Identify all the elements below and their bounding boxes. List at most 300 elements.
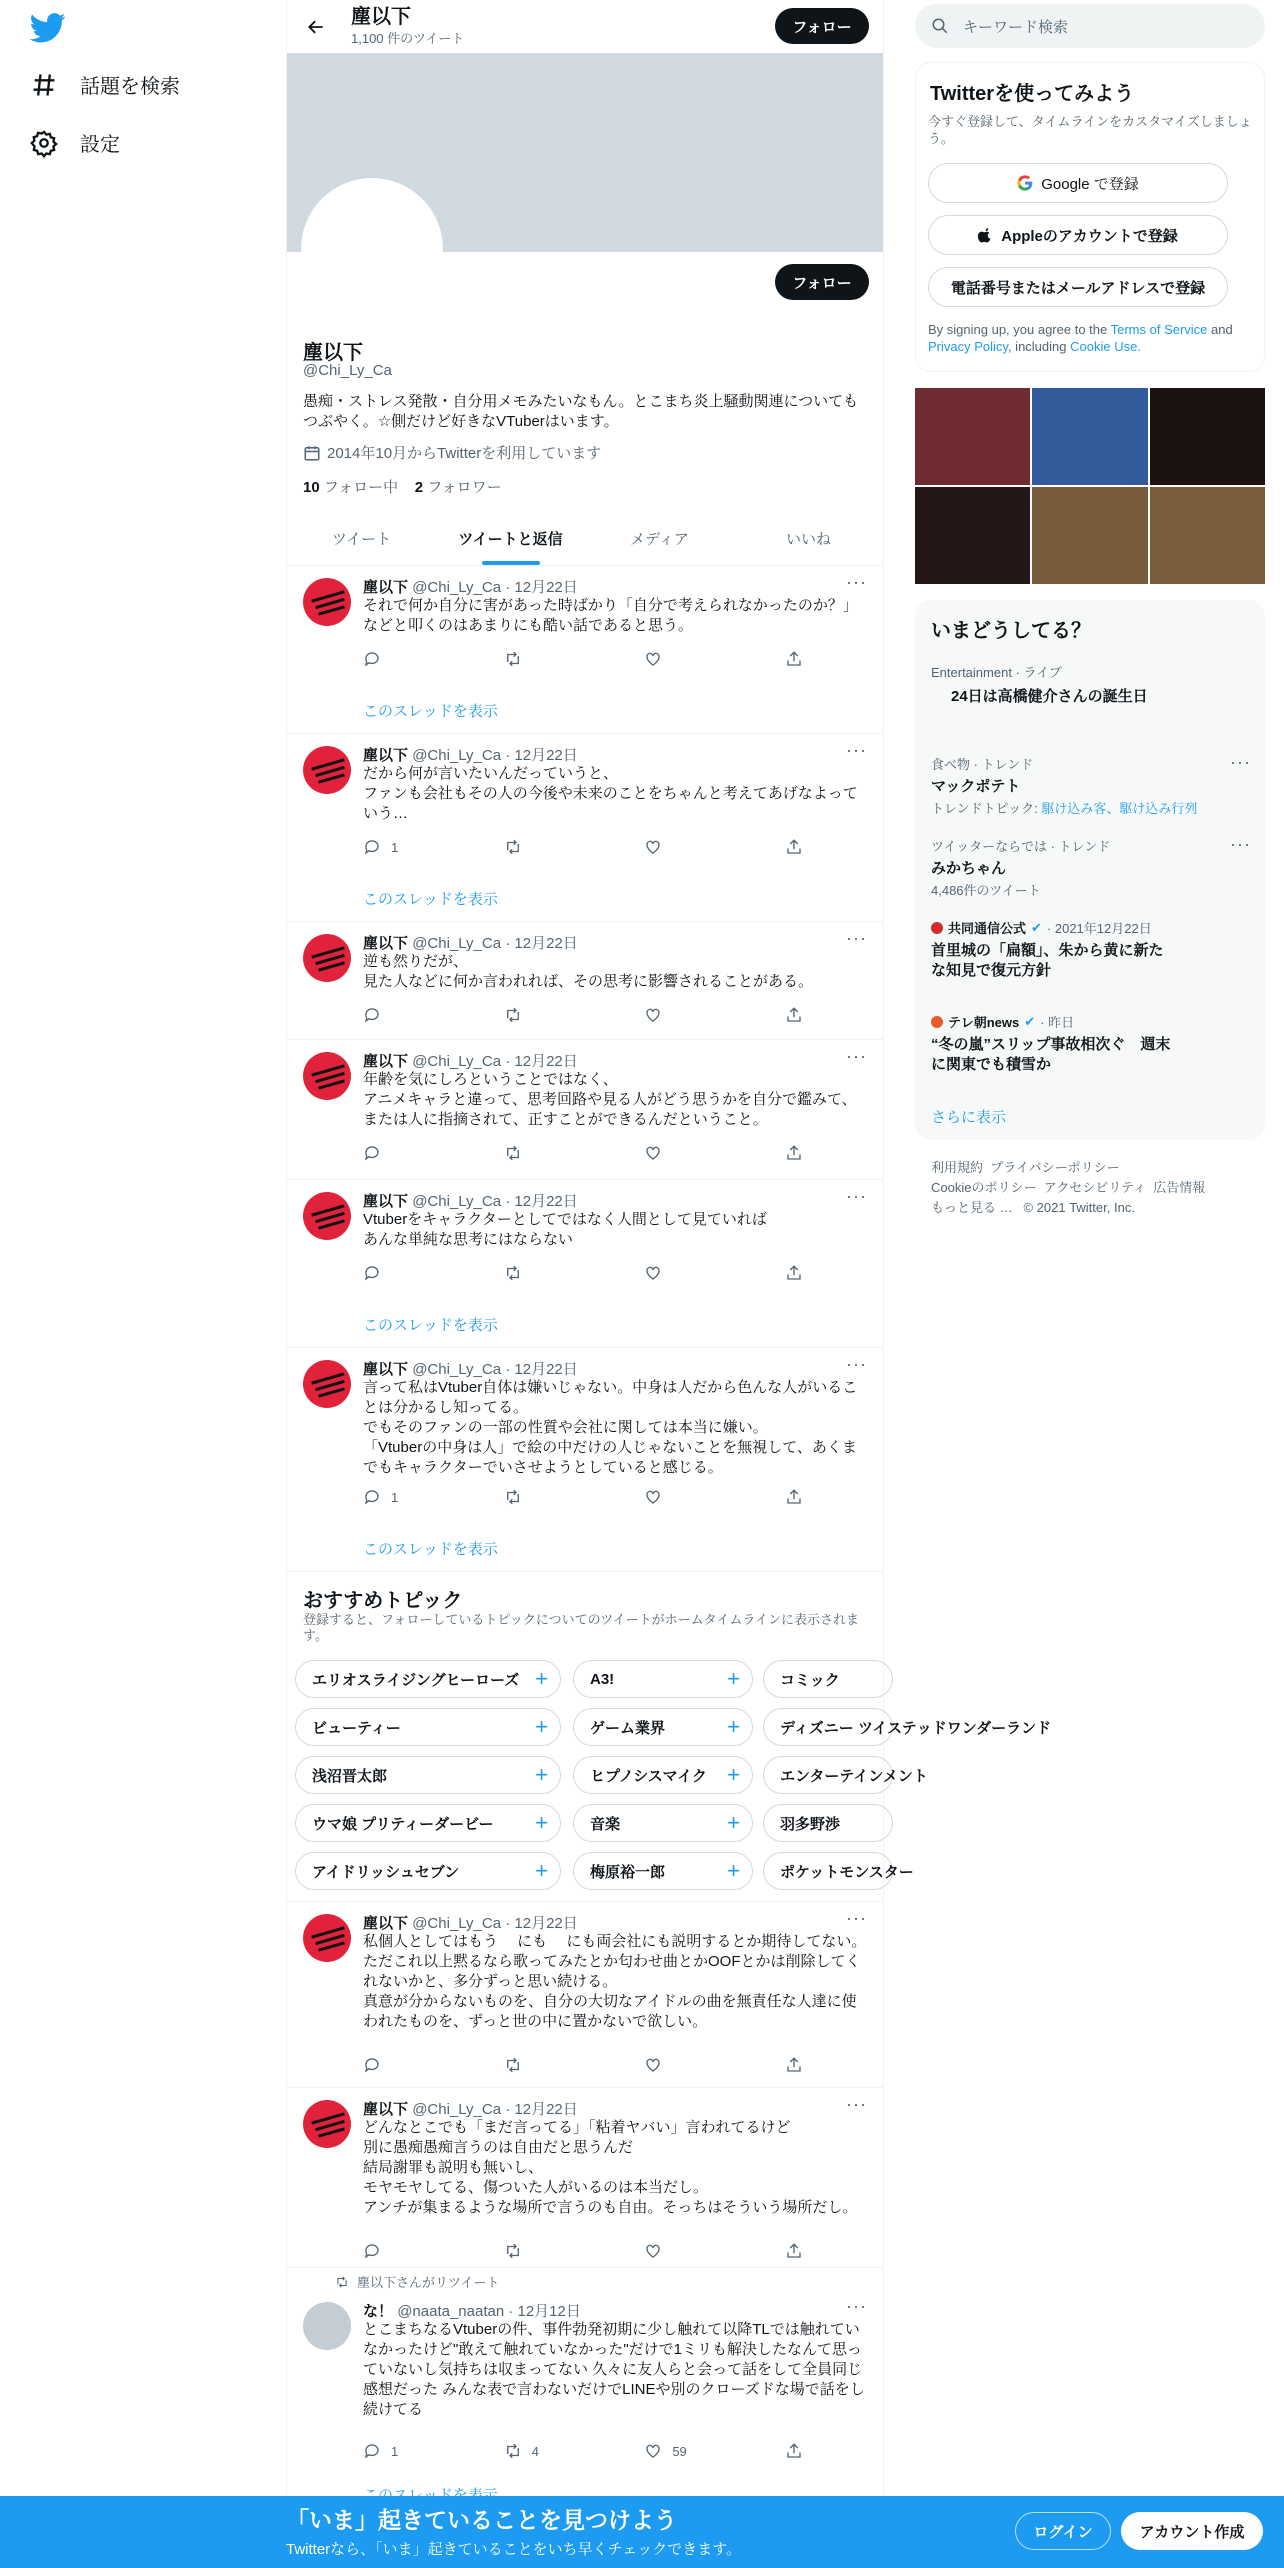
following-label: フォロー中 [323, 479, 399, 496]
reply-icon [363, 1264, 381, 1282]
tweet[interactable] [287, 2088, 883, 2268]
search-icon [931, 17, 949, 35]
reply-button[interactable] [363, 838, 423, 856]
bottom-subtitle: Twitterなら、「いま」起きていることをいち早くチェックできます。 [286, 2541, 742, 2558]
share-button[interactable] [785, 838, 803, 856]
tweet[interactable] [287, 566, 883, 734]
tweet[interactable] [287, 1902, 883, 2088]
plus-icon[interactable]: + [727, 1762, 740, 1787]
share-button[interactable] [785, 1006, 803, 1024]
trend-topic-label: トレンドトピック: [931, 801, 1042, 816]
tweet-actions [363, 2242, 803, 2260]
reply-icon [363, 1144, 381, 1162]
tweet-meta: @naata_naatan · 12月12日 [397, 2303, 581, 2320]
terms-and: and [1207, 322, 1233, 337]
trends-title: いまどうしてる？ [931, 620, 1091, 642]
signup-subtitle: 今すぐ登録して、タイムラインをカスタマイズしましょう。 [928, 114, 1252, 146]
news-source-logo [931, 922, 943, 934]
retweet-button[interactable] [504, 1264, 564, 1282]
topic-chip[interactable] [763, 1756, 928, 1794]
reply-count: 1 [391, 839, 399, 855]
nav-explore-label: 話題を検索 [80, 76, 180, 98]
share-button[interactable] [785, 2442, 803, 2460]
share-icon [785, 2242, 803, 2260]
tweet-meta: @Chi_Ly_Ca · 12月22日 [412, 1193, 578, 1210]
follow-stats [303, 476, 502, 497]
heart-icon [644, 2056, 662, 2074]
followers-label: フォロワー [427, 479, 502, 496]
retweet-button[interactable] [504, 2056, 564, 2074]
heart-icon [644, 1006, 662, 1024]
topic-chip-label: エリオスライジングヒーローズ [312, 1671, 520, 1689]
plus-icon[interactable]: + [727, 1810, 740, 1835]
media-thumb[interactable] [1150, 487, 1265, 584]
trend-name: マックポテト [931, 778, 1021, 795]
more-icon[interactable]: ··· [846, 740, 867, 760]
tweet-header [363, 2300, 581, 2321]
verified-icon: ✔ [1024, 1013, 1036, 1029]
tweet[interactable] [287, 1040, 883, 1180]
topic-recommendations [287, 1572, 1052, 1902]
plus-icon[interactable]: + [535, 1762, 548, 1787]
reply-count: 1 [391, 1489, 399, 1505]
share-icon [785, 1264, 803, 1282]
share-icon [785, 2442, 803, 2460]
heart-icon [644, 2442, 662, 2460]
tweet-author[interactable]: 塵以下 [363, 1915, 409, 1932]
trend-name: みかちゃん [931, 860, 1007, 877]
retweet-button[interactable] [504, 650, 564, 668]
reply-button[interactable] [363, 2442, 423, 2460]
more-icon[interactable]: ··· [846, 1186, 867, 1206]
tweet-text: それで何か自分に害があった時ばかり「自分で考えられなかったのか？」などと叩くのはあまりにも酷い話であると思う。 [363, 597, 858, 634]
topic-chip-label: コミック [780, 1671, 840, 1689]
reply-button[interactable] [363, 650, 423, 668]
tweet-actions [363, 2056, 803, 2074]
trend-category: ツイッターならでは · トレンド [931, 839, 1111, 854]
google-icon [1017, 175, 1033, 191]
tweet-author[interactable]: 塵以下 [363, 579, 409, 596]
tweet-header [363, 1050, 578, 1071]
retweet-icon [504, 650, 522, 668]
tweet[interactable] [287, 1180, 883, 1348]
topic-chip[interactable] [573, 1660, 753, 1698]
tweet-meta: @Chi_Ly_Ca · 12月22日 [412, 935, 578, 952]
signup-button[interactable]: アカウント作成 [1121, 2512, 1263, 2550]
show-more-link[interactable]: さらに表示 [931, 1109, 1007, 1126]
tweet-actions [363, 1488, 803, 1506]
header-tweet-count: 1,100 件のツイート [351, 31, 465, 46]
topic-chip-label: 音楽 [590, 1815, 621, 1833]
share-icon [785, 650, 803, 668]
heart-icon [644, 838, 662, 856]
show-thread-link[interactable]: このスレッドを表示 [363, 1541, 498, 1558]
nav-explore[interactable] [30, 70, 180, 99]
retweeted-by-text: 塵以下さんがリツイート [357, 2275, 500, 2290]
footer-links [931, 1158, 1261, 1218]
news-item[interactable] [931, 1012, 1171, 1075]
followers-link[interactable] [415, 479, 502, 496]
plus-icon[interactable]: + [535, 1666, 548, 1691]
media-thumb[interactable] [1032, 487, 1147, 584]
tweet-header [363, 2098, 578, 2119]
like-button[interactable] [644, 1264, 704, 1282]
retweet-icon [504, 838, 522, 856]
trend-item[interactable] [931, 662, 1148, 706]
plus-icon[interactable]: + [727, 1666, 740, 1691]
reply-icon [363, 1488, 381, 1506]
share-button[interactable] [785, 1264, 803, 1282]
retweet-button[interactable] [504, 1144, 564, 1162]
reply-icon [363, 2242, 381, 2260]
topic-chip[interactable] [573, 1756, 753, 1794]
reply-icon [363, 838, 381, 856]
heart-icon [644, 1488, 662, 1506]
right-sidebar [915, 0, 1265, 2568]
apple-icon [978, 227, 993, 243]
topic-chip[interactable] [573, 1852, 753, 1890]
tweet-avatar[interactable] [303, 1052, 351, 1100]
cookie-link[interactable]: Cookie Use. [1070, 339, 1141, 354]
tweet-text: 私個人としてはもう にも にも両会社にも説明するとか期待してない。ただこれ以上黙るなら歌ってみたとか匂わせ曲とかOOFとかは削除してくれないかと、多分ずっと思い続ける。 真意が分からないものを、自分の大切なアイドルの曲を無責任な人達に使われたものを、ずっと世の中に置かないで欲しい。 [363, 1933, 867, 2030]
tweet-header [363, 932, 578, 953]
tweet-actions [363, 1144, 803, 1162]
tab-tweets-replies[interactable]: ツイートと返信 [436, 512, 585, 565]
tweet-text: Vtuberをキャラクターとしてではなく人間として見ていれば あんな単純な思考にはならない [363, 1211, 767, 1248]
topic-chip-label: ポケットモンスター [780, 1863, 914, 1881]
verified-icon: ✔ [1031, 919, 1042, 935]
reply-button[interactable] [363, 1488, 423, 1506]
search-input[interactable]: キーワード検索 [963, 18, 1069, 36]
plus-icon[interactable]: + [535, 1714, 548, 1739]
footer-copyright: © 2021 Twitter, Inc. [1023, 1200, 1135, 1215]
tweet-header [363, 576, 578, 597]
phone-email-signup-button[interactable]: 電話番号またはメールアドレスで登録 [928, 267, 1228, 307]
plus-icon[interactable]: + [727, 1858, 740, 1883]
like-button[interactable] [644, 1488, 704, 1506]
trends-card [915, 600, 1265, 1140]
reply-icon [363, 650, 381, 668]
plus-icon[interactable]: + [535, 1858, 548, 1883]
reply-button[interactable] [363, 1006, 423, 1024]
news-time: · 昨日 [1040, 1015, 1075, 1030]
share-icon [785, 2056, 803, 2074]
retweet-count: 4 [531, 2443, 539, 2459]
topic-chip[interactable] [763, 1804, 893, 1842]
reply-button[interactable] [363, 2242, 423, 2260]
tab-likes[interactable]: いいね [785, 531, 831, 548]
tweet-header [363, 1190, 578, 1211]
profile-header-bar [287, 0, 883, 53]
tweet-actions [363, 838, 803, 856]
tweet[interactable] [287, 2268, 883, 2504]
news-headline: 首里城の「扁額」、朱から黄に新たな知見で復元方針 [931, 942, 1164, 979]
trend-topic-links[interactable]: 駆け込み客、駆け込み行列 [1041, 801, 1198, 816]
follow-button[interactable]: フォロー [775, 264, 869, 300]
signup-card [915, 62, 1265, 372]
following-link[interactable] [303, 479, 398, 496]
retweet-button[interactable] [504, 2442, 564, 2460]
terms-link[interactable]: Terms of Service [1110, 322, 1208, 337]
share-button[interactable] [785, 1144, 803, 1162]
topic-chip-label: ヒプノシスマイク [590, 1767, 707, 1785]
profile-tabs [287, 512, 883, 566]
trend-count: 4,486件のツイート [931, 883, 1041, 898]
retweet-icon [504, 1006, 522, 1024]
tweet-author[interactable]: な！ [363, 2303, 394, 2320]
more-icon[interactable]: ··· [846, 2094, 867, 2114]
tweet-avatar[interactable] [303, 2302, 351, 2350]
trend-item[interactable] [931, 754, 1251, 817]
topic-chip[interactable] [295, 1708, 561, 1746]
tweet[interactable] [287, 1348, 883, 1572]
topic-chip-label: ディズニー ツイステッドワンダーランド [780, 1719, 1052, 1737]
topic-chip[interactable] [295, 1852, 561, 1890]
bottom-title: 「いま」起きていることを見つけよう [286, 2507, 677, 2533]
like-button[interactable] [644, 2442, 704, 2460]
tweet-text: 年齢を気にしろということではなく、 アニメキャラと違って、思考回路や見る人がどう思うかを自分で鑑みて、または人に指摘されて、正すことができるんだということ。 [363, 1071, 857, 1128]
tweet-header [363, 1912, 578, 1933]
media-thumb[interactable] [915, 487, 1030, 584]
topic-chip-label: 浅沼晋太郎 [312, 1767, 388, 1785]
retweet-icon [504, 2442, 522, 2460]
tweet-header [363, 744, 578, 765]
retweet-icon [335, 2275, 349, 2289]
like-button[interactable] [644, 838, 704, 856]
trend-item[interactable] [931, 836, 1251, 899]
topic-chip-label: ビューティー [312, 1719, 401, 1737]
more-icon[interactable]: ··· [846, 2296, 867, 2316]
profile-joined [303, 442, 601, 463]
tweet-meta: @Chi_Ly_Ca · 12月22日 [412, 1053, 578, 1070]
privacy-link[interactable]: Privacy Policy [928, 339, 1008, 354]
tweet-avatar[interactable] [303, 746, 351, 794]
topic-chip[interactable] [295, 1804, 561, 1842]
retweet-icon [504, 1264, 522, 1282]
retweet-context [335, 2272, 499, 2291]
like-button[interactable] [644, 2242, 704, 2260]
tweet-header [363, 1358, 578, 1379]
topic-chip[interactable] [763, 1708, 1052, 1746]
tweet-actions [363, 1264, 803, 1282]
tweet-author[interactable]: 塵以下 [363, 747, 409, 764]
retweet-button[interactable] [504, 1006, 564, 1024]
show-thread-link[interactable]: このスレッドを表示 [363, 1317, 498, 1334]
topic-chip[interactable] [763, 1852, 914, 1890]
apple-label: Appleのアカウントで登録 [1001, 227, 1178, 245]
tweet-avatar[interactable] [303, 2100, 351, 2148]
following-count: 10 [303, 479, 320, 496]
tweet-avatar[interactable] [303, 1914, 351, 1962]
topic-chip[interactable] [573, 1708, 753, 1746]
media-grid [915, 388, 1265, 584]
trend-name: 24日は高橋健介さんの誕生日 [951, 688, 1148, 705]
tweet-avatar[interactable] [303, 1192, 351, 1240]
topic-chip-label: 羽多野渉 [780, 1815, 841, 1833]
retweet-button[interactable] [504, 2242, 564, 2260]
topic-chip-label: アイドリッシュセブン [312, 1863, 460, 1881]
heart-icon [644, 1144, 662, 1162]
reply-icon [363, 2056, 381, 2074]
retweet-button[interactable] [504, 1488, 564, 1506]
retweet-icon [504, 1144, 522, 1162]
plus-icon[interactable]: + [535, 1810, 548, 1835]
reply-count: 1 [391, 2443, 399, 2459]
like-count: 59 [672, 2443, 687, 2459]
more-icon[interactable]: ··· [846, 1908, 867, 1928]
media-thumb[interactable] [1150, 388, 1265, 485]
reply-button[interactable] [363, 2056, 423, 2074]
nav-settings-label: 設定 [80, 134, 120, 156]
tweet-actions [363, 650, 803, 668]
google-label: Google で登録 [1041, 175, 1139, 193]
reply-button[interactable] [363, 1264, 423, 1282]
tweet-author[interactable]: 塵以下 [363, 1053, 409, 1070]
signup-title: Twitterを使ってみよう [930, 83, 1135, 105]
header-name: 塵以下 [351, 6, 411, 28]
topic-chip[interactable] [295, 1660, 561, 1698]
tweet-avatar[interactable] [303, 578, 351, 626]
terms-prefix: By signing up, you agree to the [928, 322, 1111, 337]
heart-icon [644, 650, 662, 668]
tweet-meta: @Chi_Ly_Ca · 12月22日 [412, 579, 578, 596]
like-button[interactable] [644, 1006, 704, 1024]
tweet-text: とこまちなるVtuberの件、事件勃発初期に少し触れて以降TLでは触れていなかったけど"敢えて触れていなかった"だけで1ミリも解決したなんて思っていないし気持ちは収まってない 久々に友人らと会って話をして全員同じ感想だった みんな表で言わないだけでLINEや別のクローズドな場で話をし続けてる [363, 2321, 865, 2418]
like-button[interactable] [644, 650, 704, 668]
trend-category: Entertainment · ライブ [931, 665, 1062, 680]
more-icon[interactable]: ··· [846, 1354, 867, 1374]
like-button[interactable] [644, 1144, 704, 1162]
media-thumb[interactable] [915, 388, 1030, 485]
footer-privacy[interactable]: プライバシーポリシー [990, 1160, 1120, 1175]
bottom-signup-bar [0, 2496, 1284, 2568]
login-button[interactable]: ログイン [1015, 2512, 1111, 2550]
tweet-text: 逆も然りだが、 見た人などに何か言われれば、その思考に影響されることがある。 [363, 953, 814, 990]
followers-count: 2 [414, 479, 424, 496]
tweet-meta: @Chi_Ly_Ca · 12月22日 [412, 1361, 578, 1378]
share-icon [785, 1006, 803, 1024]
left-nav [0, 0, 286, 2568]
tweet-author[interactable]: 塵以下 [363, 1193, 409, 1210]
reply-icon [363, 2442, 381, 2460]
retweet-icon [504, 1488, 522, 1506]
footer-accessibility[interactable]: アクセシビリティ [1043, 1180, 1147, 1195]
tweet-text: 言って私はVtuber自体は嫌いじゃない。中身は人だから色んな人がいることは分かるし知ってる。 でもそのファンの一部の性質や会社に関しては本当に嫌い。 「Vtuberの中身は人」で絵の中だけの人じゃないことを無視して、あくまでもキャラクターでいさせようとしていると感じる。 [363, 1379, 858, 1476]
topic-chip-label: 梅原裕一郎 [590, 1863, 666, 1881]
topic-chip[interactable] [295, 1756, 561, 1794]
tweet-avatar[interactable] [303, 1360, 351, 1408]
news-source: テレ朝news [948, 1015, 1020, 1030]
share-icon [785, 1488, 803, 1506]
topics-subtitle: 登録すると、フォローしているトピックについてのツイートがホームタイムラインに表示されます。 [303, 1612, 860, 1643]
header-follow-button[interactable]: フォロー [775, 8, 869, 44]
more-icon[interactable]: ··· [846, 572, 867, 592]
show-thread-link[interactable]: このスレッドを表示 [363, 891, 498, 908]
share-icon [785, 1144, 803, 1162]
google-signup-button[interactable] [928, 163, 1228, 203]
more-icon[interactable]: ··· [1230, 834, 1251, 854]
tweet[interactable] [287, 734, 883, 922]
more-icon[interactable]: ··· [846, 1046, 867, 1066]
tweet-actions [363, 1006, 803, 1024]
reply-icon [363, 1006, 381, 1024]
topic-chip[interactable] [573, 1804, 753, 1842]
nav-settings[interactable] [30, 128, 120, 157]
profile-name: 塵以下 [303, 342, 363, 364]
retweet-button[interactable] [504, 838, 564, 856]
profile-avatar[interactable] [301, 178, 443, 320]
footer-terms[interactable]: 利用規約 [931, 1160, 984, 1175]
topic-chip[interactable] [763, 1660, 893, 1698]
more-icon[interactable]: ··· [1230, 752, 1251, 772]
tweet-meta: @Chi_Ly_Ca · 12月22日 [412, 747, 578, 764]
tweet-meta: @Chi_Ly_Ca · 12月22日 [412, 2101, 578, 2118]
share-button[interactable] [785, 650, 803, 668]
more-icon[interactable]: ··· [846, 928, 867, 948]
news-time: · 2021年12月22日 [1046, 921, 1152, 936]
share-icon [785, 838, 803, 856]
reply-button[interactable] [363, 1144, 423, 1162]
topic-chip-label: エンターテインメント [780, 1767, 928, 1785]
tweet[interactable] [287, 922, 883, 1040]
topic-chip-label: ゲーム業界 [590, 1719, 666, 1737]
twitter-logo-icon[interactable] [30, 13, 66, 43]
share-button[interactable] [785, 2242, 803, 2260]
tab-tweets[interactable]: ツイート [331, 531, 392, 548]
calendar-icon [303, 444, 321, 462]
heart-icon [644, 1264, 662, 1282]
tweet-actions [363, 2442, 803, 2460]
show-thread-link[interactable]: このスレッドを表示 [363, 703, 498, 720]
search-box[interactable] [915, 4, 1265, 48]
share-button[interactable] [785, 1488, 803, 1506]
hashtag-icon [30, 71, 58, 99]
tweet-author[interactable]: 塵以下 [363, 1361, 409, 1378]
footer-ads[interactable]: 広告情報 [1153, 1180, 1206, 1195]
profile-bio: 愚痴・ストレス発散・自分用メモみたいなもん。とこまち炎上騒動関連についてもつぶやく。☆側だけど好きなVTuberはいます。 [303, 393, 859, 430]
topics-title: おすすめトピック [303, 1590, 463, 1612]
plus-icon[interactable]: + [727, 1714, 740, 1739]
tweet-avatar[interactable] [303, 934, 351, 982]
retweet-icon [504, 2242, 522, 2260]
share-button[interactable] [785, 2056, 803, 2074]
apple-signup-button[interactable] [928, 215, 1228, 255]
topic-chip-label: A3! [590, 1670, 615, 1688]
heart-icon [644, 2242, 662, 2260]
tweet-author[interactable]: 塵以下 [363, 935, 409, 952]
trend-category: 食べ物 · トレンド [931, 757, 1034, 772]
joined-text: 2014年10月からTwitterを利用しています [327, 445, 602, 462]
news-source: 共同通信公式 [948, 921, 1027, 936]
footer-more[interactable]: もっと見る … [931, 1200, 1013, 1215]
tweet-text: どんなとこでも「まだ言ってる」「粘着ヤバい」言われてるけど 別に愚痴愚痴言うのは自由だと思うんだ 結局謝罪も説明も無いし、 モヤモヤしてる、傷ついた人がいるのは本当だし。 アンチが集まるような場所で言うのも自由。そっちはそういう場所だし。 [363, 2119, 858, 2216]
terms-text [928, 321, 1253, 355]
retweet-icon [504, 2056, 522, 2074]
back-button[interactable] [301, 12, 331, 42]
tweet-text: だから何が言いたいんだっていうと、 ファンも会社もその人の今後や未来のことをちゃんと考えてあげなよっていう… [363, 765, 858, 822]
tweet-meta: @Chi_Ly_Ca · 12月22日 [412, 1915, 578, 1932]
terms-including: , including [1007, 339, 1071, 354]
footer-cookie[interactable]: Cookieのポリシー [931, 1180, 1037, 1195]
arrow-left-icon [306, 17, 326, 37]
tweet-author[interactable]: 塵以下 [363, 2101, 409, 2118]
like-button[interactable] [644, 2056, 704, 2074]
news-item[interactable] [931, 918, 1171, 981]
tab-media[interactable]: メディア [630, 531, 689, 548]
media-thumb[interactable] [1032, 388, 1147, 485]
news-headline: “冬の嵐”スリップ事故相次ぐ 週末に関東でも積雪か [931, 1036, 1171, 1073]
news-source-logo [931, 1016, 943, 1028]
